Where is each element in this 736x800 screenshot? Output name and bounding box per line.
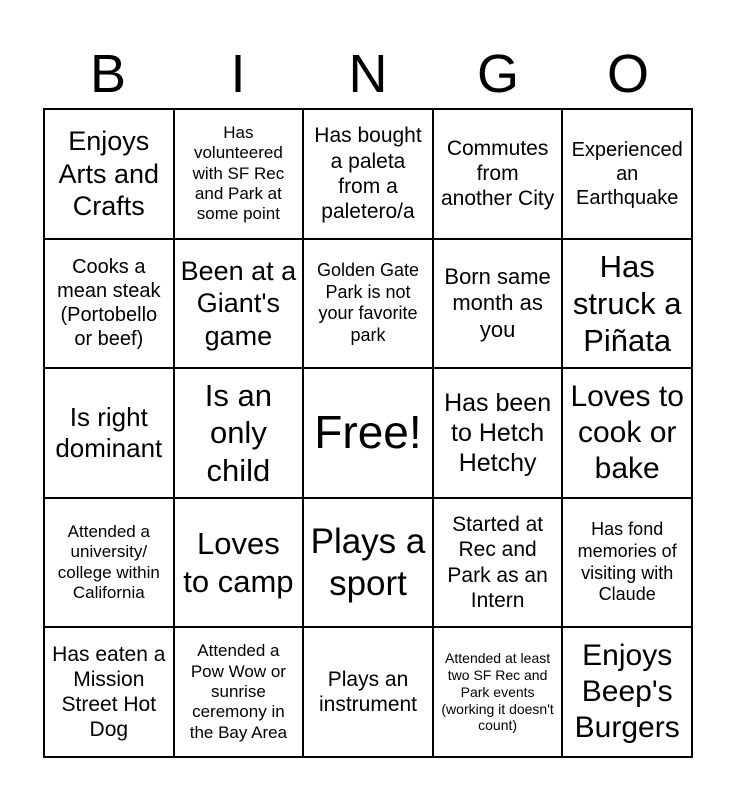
cell-text: Loves to cook or bake [570, 379, 684, 485]
bingo-cell[interactable] [303, 627, 433, 757]
cell-text: Started at Rec and Park as an Intern [447, 513, 548, 612]
cell-text: Plays a sport [310, 521, 426, 603]
bingo-cell[interactable] [433, 368, 563, 498]
cell-text: Born same month as you [444, 263, 551, 342]
cell-text: Has bought a paleta from a paletero/a [314, 124, 422, 223]
bingo-cell[interactable] [44, 627, 174, 757]
cell-text: Attended at least two SF Rec and Park events (working it doesn't count) [441, 650, 554, 734]
cell-text: Experienced an Earthquake [571, 138, 683, 209]
bingo-cell[interactable] [433, 498, 563, 628]
bingo-cell[interactable] [174, 239, 304, 369]
cell-text: Attended a Pow Wow or sunrise ceremony in the Bay Area [189, 641, 288, 742]
bingo-cell[interactable] [303, 109, 433, 239]
cell-text: Free! [314, 406, 422, 459]
header-letter-b: B [89, 44, 127, 104]
cell-text: Cooks a mean steak (Portobello or beef) [57, 256, 161, 351]
header-letter-i: I [230, 44, 246, 104]
cell-text: Has eaten a Mission Street Hot Dog [52, 642, 166, 742]
bingo-cell[interactable] [562, 109, 692, 239]
cell-text: Golden Gate Park is not your favorite park [316, 260, 420, 345]
bingo-cell[interactable] [174, 498, 304, 628]
bingo-cell[interactable] [44, 109, 174, 239]
bingo-cell[interactable] [303, 239, 433, 369]
bingo-cell[interactable] [44, 239, 174, 369]
bingo-cell[interactable] [174, 627, 304, 757]
cell-text: Has volunteered with SF Rec and Park at some point [192, 122, 285, 224]
bingo-cell[interactable] [433, 239, 563, 369]
bingo-cell[interactable] [433, 627, 563, 757]
bingo-cell[interactable] [44, 498, 174, 628]
free-space[interactable] [303, 368, 433, 498]
header-letter-n: N [348, 44, 388, 104]
bingo-cell[interactable] [44, 368, 174, 498]
cell-text: Been at a Giant's game [180, 255, 297, 351]
bingo-cell[interactable] [303, 498, 433, 628]
cell-text: Enjoys Arts and Crafts [58, 126, 160, 221]
cell-text: Plays an instrument [318, 668, 418, 717]
bingo-grid [43, 108, 693, 758]
bingo-header [43, 38, 693, 110]
cell-text: Loves to camp [183, 526, 294, 599]
bingo-cell[interactable] [562, 498, 692, 628]
cell-text: Is right dominant [55, 401, 163, 463]
header-letter-o: O [606, 44, 649, 104]
bingo-cell[interactable] [174, 368, 304, 498]
cell-text: Has struck a Piñata [572, 248, 682, 358]
cell-text: Commutes from another City [440, 137, 555, 211]
bingo-cell[interactable] [562, 239, 692, 369]
cell-text: Has fond memories of visiting with Claude [577, 519, 677, 605]
cell-text: Attended a university/ college within California [57, 521, 160, 602]
cell-text: Is an only child [204, 378, 272, 488]
header-letter-g: G [476, 44, 519, 104]
bingo-cell[interactable] [174, 109, 304, 239]
bingo-cell[interactable] [433, 109, 563, 239]
cell-text: Has been to Hetch Hetchy [444, 388, 552, 477]
bingo-cell[interactable] [562, 627, 692, 757]
bingo-cell[interactable] [562, 368, 692, 498]
cell-text: Enjoys Beep's Burgers [574, 639, 680, 745]
